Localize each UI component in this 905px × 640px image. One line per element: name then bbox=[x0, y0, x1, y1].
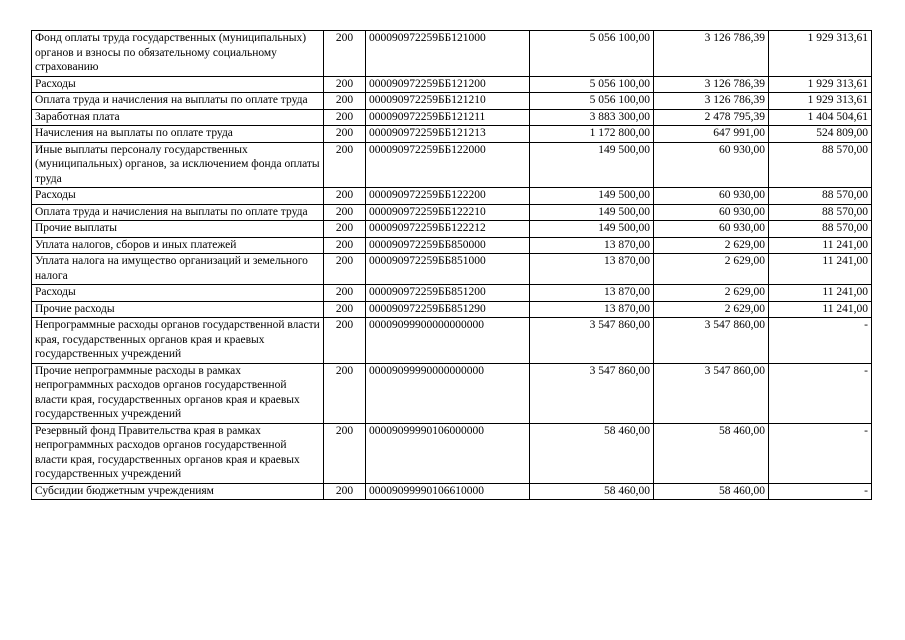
expense-name-cell: Уплата налога на имущество организаций и земельного налога bbox=[32, 254, 324, 285]
budget-classification-code-cell: 000090972259ББ121213 bbox=[366, 126, 530, 143]
line-code-cell: 200 bbox=[324, 93, 366, 110]
approved-amount-cell: 1 172 800,00 bbox=[530, 126, 654, 143]
remaining-amount-cell: 1 929 313,61 bbox=[769, 93, 872, 110]
remaining-amount-cell: 88 570,00 bbox=[769, 188, 872, 205]
budget-classification-code-cell: 000090972259ББ850000 bbox=[366, 237, 530, 254]
approved-amount-cell: 13 870,00 bbox=[530, 301, 654, 318]
line-code-cell: 200 bbox=[324, 301, 366, 318]
remaining-amount-cell: 11 241,00 bbox=[769, 285, 872, 302]
expense-name-cell: Резервный фонд Правительства края в рамках непрограммных расходов органов государственной власти края, государственных органов края и краевых государственных учреждений bbox=[32, 423, 324, 483]
expense-name-cell: Заработная плата bbox=[32, 109, 324, 126]
line-code-cell: 200 bbox=[324, 204, 366, 221]
approved-amount-cell: 5 056 100,00 bbox=[530, 31, 654, 77]
table-row bbox=[32, 363, 872, 423]
budget-classification-code-cell: 000090972259ББ122200 bbox=[366, 188, 530, 205]
budget-classification-code-cell: 00009099990000000000 bbox=[366, 363, 530, 423]
line-code-cell: 200 bbox=[324, 363, 366, 423]
table-row bbox=[32, 126, 872, 143]
remaining-amount-cell: 11 241,00 bbox=[769, 301, 872, 318]
line-code-cell: 200 bbox=[324, 109, 366, 126]
approved-amount-cell: 13 870,00 bbox=[530, 254, 654, 285]
approved-amount-cell: 149 500,00 bbox=[530, 188, 654, 205]
executed-amount-cell: 3 547 860,00 bbox=[654, 318, 769, 364]
executed-amount-cell: 60 930,00 bbox=[654, 142, 769, 188]
table-body bbox=[32, 31, 872, 500]
executed-amount-cell: 2 629,00 bbox=[654, 237, 769, 254]
table-row bbox=[32, 221, 872, 238]
remaining-amount-cell: - bbox=[769, 483, 872, 500]
remaining-amount-cell: 524 809,00 bbox=[769, 126, 872, 143]
line-code-cell: 200 bbox=[324, 76, 366, 93]
approved-amount-cell: 13 870,00 bbox=[530, 237, 654, 254]
line-code-cell: 200 bbox=[324, 31, 366, 77]
remaining-amount-cell: 11 241,00 bbox=[769, 254, 872, 285]
table-row bbox=[32, 285, 872, 302]
approved-amount-cell: 3 547 860,00 bbox=[530, 363, 654, 423]
executed-amount-cell: 3 126 786,39 bbox=[654, 31, 769, 77]
executed-amount-cell: 2 629,00 bbox=[654, 285, 769, 302]
line-code-cell: 200 bbox=[324, 188, 366, 205]
remaining-amount-cell: - bbox=[769, 318, 872, 364]
expense-name-cell: Фонд оплаты труда государственных (муниципальных) органов и взносы по обязательному социальному страхованию bbox=[32, 31, 324, 77]
line-code-cell: 200 bbox=[324, 126, 366, 143]
executed-amount-cell: 2 478 795,39 bbox=[654, 109, 769, 126]
executed-amount-cell: 2 629,00 bbox=[654, 301, 769, 318]
budget-classification-code-cell: 000090972259ББ121211 bbox=[366, 109, 530, 126]
table-row bbox=[32, 318, 872, 364]
approved-amount-cell: 5 056 100,00 bbox=[530, 93, 654, 110]
approved-amount-cell: 58 460,00 bbox=[530, 423, 654, 483]
table-row bbox=[32, 423, 872, 483]
executed-amount-cell: 58 460,00 bbox=[654, 423, 769, 483]
executed-amount-cell: 3 126 786,39 bbox=[654, 93, 769, 110]
executed-amount-cell: 60 930,00 bbox=[654, 204, 769, 221]
remaining-amount-cell: 1 404 504,61 bbox=[769, 109, 872, 126]
table-row bbox=[32, 254, 872, 285]
table-row bbox=[32, 31, 872, 77]
table-row bbox=[32, 109, 872, 126]
remaining-amount-cell: - bbox=[769, 363, 872, 423]
approved-amount-cell: 149 500,00 bbox=[530, 221, 654, 238]
budget-classification-code-cell: 000090972259ББ122212 bbox=[366, 221, 530, 238]
approved-amount-cell: 149 500,00 bbox=[530, 204, 654, 221]
remaining-amount-cell: 1 929 313,61 bbox=[769, 76, 872, 93]
table-row bbox=[32, 142, 872, 188]
expense-name-cell: Прочие непрограммные расходы в рамках непрограммных расходов органов государственной власти края, государственных органов края и краевых государственных учреждений bbox=[32, 363, 324, 423]
remaining-amount-cell: 88 570,00 bbox=[769, 221, 872, 238]
expense-name-cell: Уплата налогов, сборов и иных платежей bbox=[32, 237, 324, 254]
line-code-cell: 200 bbox=[324, 237, 366, 254]
table-row bbox=[32, 204, 872, 221]
expense-name-cell: Оплата труда и начисления на выплаты по оплате труда bbox=[32, 204, 324, 221]
budget-classification-code-cell: 000090972259ББ121000 bbox=[366, 31, 530, 77]
executed-amount-cell: 60 930,00 bbox=[654, 188, 769, 205]
executed-amount-cell: 58 460,00 bbox=[654, 483, 769, 500]
remaining-amount-cell: 1 929 313,61 bbox=[769, 31, 872, 77]
expense-name-cell: Расходы bbox=[32, 76, 324, 93]
executed-amount-cell: 2 629,00 bbox=[654, 254, 769, 285]
line-code-cell: 200 bbox=[324, 318, 366, 364]
table-row bbox=[32, 93, 872, 110]
remaining-amount-cell: 11 241,00 bbox=[769, 237, 872, 254]
approved-amount-cell: 13 870,00 bbox=[530, 285, 654, 302]
table-row bbox=[32, 483, 872, 500]
expense-name-cell: Прочие расходы bbox=[32, 301, 324, 318]
expense-name-cell: Расходы bbox=[32, 285, 324, 302]
executed-amount-cell: 647 991,00 bbox=[654, 126, 769, 143]
budget-classification-code-cell: 000090972259ББ122210 bbox=[366, 204, 530, 221]
budget-classification-code-cell: 000090972259ББ851200 bbox=[366, 285, 530, 302]
approved-amount-cell: 3 547 860,00 bbox=[530, 318, 654, 364]
budget-classification-code-cell: 00009099900000000000 bbox=[366, 318, 530, 364]
remaining-amount-cell: 88 570,00 bbox=[769, 204, 872, 221]
budget-classification-code-cell: 000090972259ББ851290 bbox=[366, 301, 530, 318]
expense-name-cell: Иные выплаты персоналу государственных (муниципальных) органов, за исключением фонда оплаты труда bbox=[32, 142, 324, 188]
budget-classification-code-cell: 000090972259ББ121200 bbox=[366, 76, 530, 93]
approved-amount-cell: 149 500,00 bbox=[530, 142, 654, 188]
table-row bbox=[32, 237, 872, 254]
budget-classification-code-cell: 000090972259ББ851000 bbox=[366, 254, 530, 285]
expense-name-cell: Оплата труда и начисления на выплаты по оплате труда bbox=[32, 93, 324, 110]
approved-amount-cell: 58 460,00 bbox=[530, 483, 654, 500]
line-code-cell: 200 bbox=[324, 142, 366, 188]
expense-name-cell: Субсидии бюджетным учреждениям bbox=[32, 483, 324, 500]
expense-name-cell: Начисления на выплаты по оплате труда bbox=[32, 126, 324, 143]
line-code-cell: 200 bbox=[324, 221, 366, 238]
line-code-cell: 200 bbox=[324, 254, 366, 285]
executed-amount-cell: 3 126 786,39 bbox=[654, 76, 769, 93]
expense-name-cell: Прочие выплаты bbox=[32, 221, 324, 238]
expense-name-cell: Расходы bbox=[32, 188, 324, 205]
expense-name-cell: Непрограммные расходы органов государственной власти края, государственных органов края и краевых государственных учреждений bbox=[32, 318, 324, 364]
table-row bbox=[32, 188, 872, 205]
line-code-cell: 200 bbox=[324, 423, 366, 483]
budget-classification-code-cell: 00009099990106000000 bbox=[366, 423, 530, 483]
line-code-cell: 200 bbox=[324, 483, 366, 500]
remaining-amount-cell: - bbox=[769, 423, 872, 483]
line-code-cell: 200 bbox=[324, 285, 366, 302]
approved-amount-cell: 3 883 300,00 bbox=[530, 109, 654, 126]
budget-classification-code-cell: 00009099990106610000 bbox=[366, 483, 530, 500]
table-row bbox=[32, 301, 872, 318]
budget-execution-table bbox=[31, 30, 872, 500]
executed-amount-cell: 60 930,00 bbox=[654, 221, 769, 238]
executed-amount-cell: 3 547 860,00 bbox=[654, 363, 769, 423]
remaining-amount-cell: 88 570,00 bbox=[769, 142, 872, 188]
budget-classification-code-cell: 000090972259ББ121210 bbox=[366, 93, 530, 110]
budget-classification-code-cell: 000090972259ББ122000 bbox=[366, 142, 530, 188]
table-row bbox=[32, 76, 872, 93]
approved-amount-cell: 5 056 100,00 bbox=[530, 76, 654, 93]
